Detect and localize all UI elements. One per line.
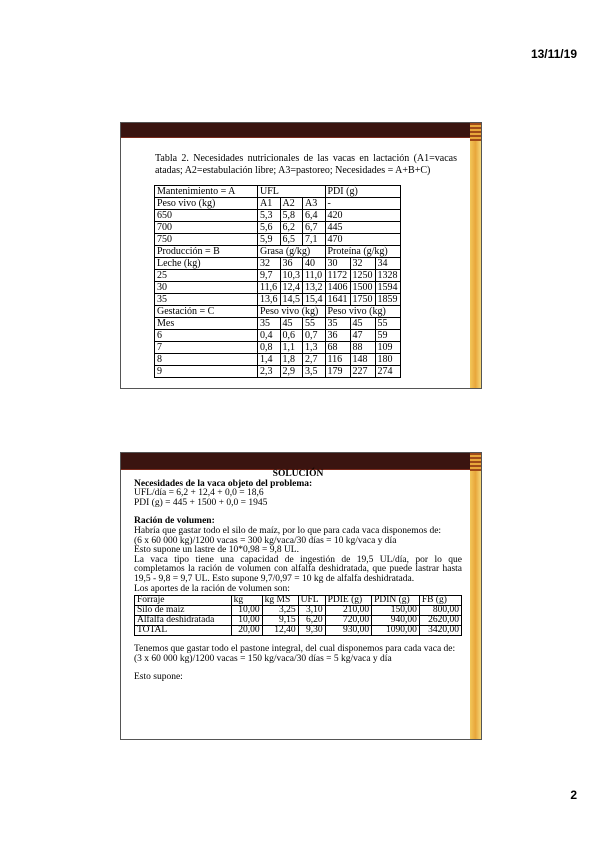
table-cell: 36 [280,258,303,270]
table-cell: 6,2 [280,222,303,234]
table-cell: 30 [325,258,350,270]
table-cell: 720,00 [325,616,372,626]
table-cell: Mes [155,318,258,330]
table-cell: 1,8 [280,354,303,366]
slide-1 [120,122,482,389]
paragraph-6: Esto supone: [134,672,183,683]
table-cell: 1750 [350,294,375,306]
table-cell: 227 [350,366,375,378]
table-cell: 9,15 [262,616,298,626]
table-cell: Alfalfa deshidratada [135,616,232,626]
table-cell: 25 [155,270,258,282]
table-cell: Peso vivo (kg) [155,198,258,210]
table-row [135,616,462,626]
table-row [155,294,401,306]
table-cell: 45 [280,318,303,330]
table-cell: 13,2 [303,282,326,294]
paragraph-3: La vaca tipo tiene una capacidad de ingestión de 19,5 UL/día, por lo que completamos la ración de volumen con alfalfa deshidratada, que puede lastrar hasta 19,5 - 9,8 = 9,7 UL. Esto supone 9,7/0,97 = 10 kg de alfalfa deshidratada. [134,554,462,584]
forage-table [134,595,462,636]
needs-heading: Necesidades de la vaca objeto del problema: [134,478,313,489]
table-cell: 3,5 [303,366,326,378]
table-cell: 6,4 [303,210,326,222]
table-cell: 6 [155,330,258,342]
table-cell: 109 [375,342,400,354]
table-cell: 14,5 [280,294,303,306]
table-row [155,282,401,294]
table-cell: 12,4 [280,282,303,294]
table-cell: 180 [375,354,400,366]
table-cell: 6,5 [280,234,303,246]
table-row [155,258,401,270]
table-header-cell: FB (g) [419,596,461,606]
table-cell: 59 [375,330,400,342]
table-cell: 88 [350,342,375,354]
table-cell: Peso vivo (kg) [258,306,326,318]
table-cell: 35 [325,318,350,330]
page-number: 2 [570,788,577,802]
table-cell: 9,30 [298,626,325,636]
slide-2 [120,452,482,740]
table-row [155,198,401,210]
table-row [155,246,401,258]
slide-header-band [121,123,481,138]
nutrition-table [154,185,401,378]
table-cell: 3,25 [262,606,298,616]
table-row [135,626,462,636]
table-row [155,270,401,282]
table-header-cell: UFL [298,596,325,606]
table-header-cell: PDIE (g) [325,596,372,606]
table-cell: 930,00 [325,626,372,636]
table-header-cell: Forraje [135,596,232,606]
table-cell: 1594 [375,282,400,294]
table-header-cell: PDIN (g) [372,596,420,606]
table-cell: 2620,00 [419,616,461,626]
table-cell: - [325,198,400,210]
table-cell: 274 [375,366,400,378]
paragraph-4: Los aportes de la ración de volumen son: [134,583,290,594]
paragraph-1b: (6 x 60 000 kg)/1200 vacas = 300 kg/vaca/30 días = 10 kg/vaca y día [134,535,397,546]
table-cell: Proteína (g/kg) [325,246,400,258]
slide-accent-bar [470,123,481,388]
table-cell: 1,1 [280,342,303,354]
table-row [155,330,401,342]
table-cell: 12,40 [262,626,298,636]
table-cell: 45 [350,318,375,330]
table-cell: 470 [325,234,400,246]
table-cell: 34 [375,258,400,270]
table-cell: 0,7 [303,330,326,342]
table-row [155,318,401,330]
table-cell: 420 [325,210,400,222]
table-cell: 7,1 [303,234,326,246]
table-cell: Leche (kg) [155,258,258,270]
table-cell: 1859 [375,294,400,306]
table-cell: 750 [155,234,258,246]
table-cell: 9 [155,366,258,378]
paragraph-5b: (3 x 60 000 kg)/1200 vacas = 150 kg/vaca/30 días = 5 kg/vaca y día [134,653,392,664]
table-cell: 5,9 [258,234,281,246]
table-cell: 2,9 [280,366,303,378]
table-cell: 11,6 [258,282,281,294]
pdi-line: PDI (g) = 445 + 1500 + 0,0 = 1945 [134,497,268,508]
table-cell: 1328 [375,270,400,282]
ration-heading: Ración de volumen: [134,516,215,527]
table-cell: 116 [325,354,350,366]
table-row [155,222,401,234]
paragraph-1: Habría que gastar todo el silo de maíz, por lo que para cada vaca disponemos de: [134,525,442,536]
table-cell: Mantenimiento = A [155,186,258,198]
table-cell: Peso vivo (kg) [325,306,400,318]
table-cell: 1,4 [258,354,281,366]
table-row [155,234,401,246]
table-cell: 0,8 [258,342,281,354]
table-cell: 650 [155,210,258,222]
table-cell: 3,10 [298,606,325,616]
table-cell: 11,0 [303,270,326,282]
paragraph-5: Tenemos que gastar todo el pastone integral, del cual disponemos para cada vaca de: [134,644,456,655]
table-row [155,354,401,366]
table-cell: Grasa (g/kg) [258,246,326,258]
ufl-line: UFL/día = 6,2 + 12,4 + 0,0 = 18,6 [134,488,264,499]
table-cell: A2 [280,198,303,210]
table-cell: 35 [258,318,281,330]
table-cell: 10,00 [231,616,262,626]
table-cell: 15,4 [303,294,326,306]
solution-title: SOLUCIÓN [272,469,324,479]
table-cell: 20,00 [231,626,262,636]
table-cell: 6,20 [298,616,325,626]
table-row [155,342,401,354]
solution-text [134,470,462,683]
table-header-cell: kg [231,596,262,606]
table-cell: 2,3 [258,366,281,378]
table-cell: 8 [155,354,258,366]
table-cell: TOTAL [135,626,232,636]
table-cell: A3 [303,198,326,210]
date-label: 13/11/19 [530,47,577,61]
table-cell: 700 [155,222,258,234]
table-cell: 7 [155,342,258,354]
table-cell: 68 [325,342,350,354]
paragraph-2: Esto supone un lastre de 10*0,98 = 9,8 UL. [134,545,299,556]
table-cell: 35 [155,294,258,306]
table-cell: 1172 [325,270,350,282]
table-cell: Producción = B [155,246,258,258]
table-cell: 6,7 [303,222,326,234]
table-cell: 800,00 [419,606,461,616]
table-row [155,366,401,378]
table-cell: 32 [350,258,375,270]
slide-header-band [121,453,481,470]
table-cell: 1,3 [303,342,326,354]
table-cell: 55 [375,318,400,330]
table-cell: 2,7 [303,354,326,366]
slide-accent-bar [470,453,481,739]
table-cell: 5,3 [258,210,281,222]
table-cell: Silo de maíz [135,606,232,616]
table-cell: 36 [325,330,350,342]
table-cell: 1250 [350,270,375,282]
table-cell: A1 [258,198,281,210]
table-cell: 32 [258,258,281,270]
table-cell: 148 [350,354,375,366]
table-cell: PDI (g) [325,186,400,198]
table-row [155,186,401,198]
table-cell: 940,00 [372,616,420,626]
table-cell: 3420,00 [419,626,461,636]
table-caption: Tabla 2. Necesidades nutricionales de las vacas en lactación (A1=vacas atadas; A2=estabulación libre; A3=pastoreo; Necesidades = A+B+C) [155,153,457,176]
table-cell: 9,7 [258,270,281,282]
table-cell: 150,00 [372,606,420,616]
table-cell: 55 [303,318,326,330]
table-cell: 10,00 [231,606,262,616]
table-cell: 210,00 [325,606,372,616]
table-header-cell: kg MS [262,596,298,606]
table-cell: 30 [155,282,258,294]
table-cell: 13,6 [258,294,281,306]
table-cell: 5,6 [258,222,281,234]
table-cell: 0,6 [280,330,303,342]
table-row [155,306,401,318]
table-cell: 1406 [325,282,350,294]
table-cell: 47 [350,330,375,342]
table-cell: 40 [303,258,326,270]
table-cell: UFL [258,186,326,198]
table-cell: 10,3 [280,270,303,282]
table-cell: Gestación = C [155,306,258,318]
table-cell: 1090,00 [372,626,420,636]
table-row [155,210,401,222]
table-cell: 179 [325,366,350,378]
table-cell: 5,8 [280,210,303,222]
table-cell: 445 [325,222,400,234]
table-cell: 0,4 [258,330,281,342]
table-cell: 1500 [350,282,375,294]
table-cell: 1641 [325,294,350,306]
